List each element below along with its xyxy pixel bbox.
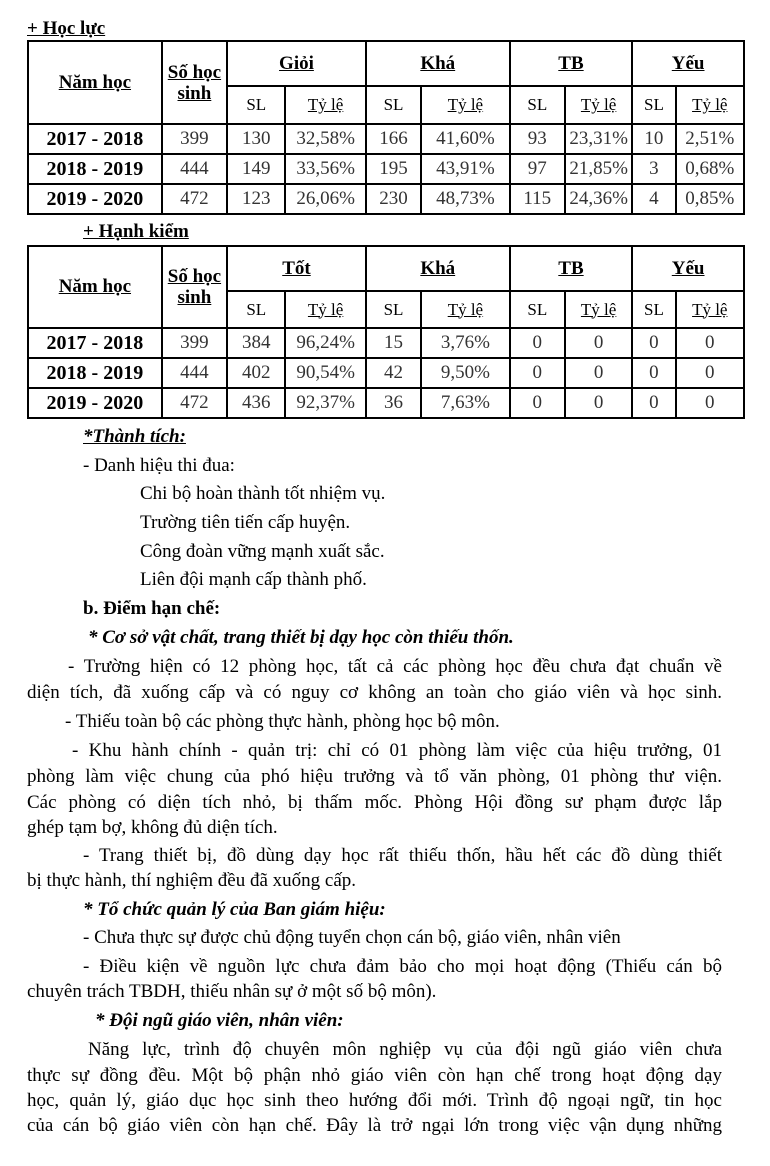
year-cell: 2017 - 2018 xyxy=(28,328,162,358)
table-row xyxy=(28,388,744,418)
value-cell: 0 xyxy=(632,388,675,418)
year-cell: 2019 - 2020 xyxy=(28,388,162,418)
text-line: thực sự đồng đều. Một bộ phận nhỏ giáo viên còn hạn chế trong hoạt động dạy xyxy=(27,1065,722,1086)
value-cell: 93 xyxy=(510,124,565,154)
value-cell: 444 xyxy=(162,154,227,184)
year-cell: 2019 - 2020 xyxy=(28,184,162,214)
table-row xyxy=(28,184,744,214)
value-cell: 4 xyxy=(632,184,675,214)
value-cell: 230 xyxy=(366,184,421,214)
header-rate: Tỷ lệ xyxy=(285,86,365,124)
text-line: của cán bộ giáo viên còn hạn chế. Đây là trở ngại lớn trong việc vận dụng những xyxy=(27,1115,722,1136)
text-line: ghép tạm bợ, không đủ diện tích. xyxy=(27,817,278,838)
value-cell: 32,58% xyxy=(285,124,365,154)
text-line: diện tích, đã xuống cấp và có nguy cơ không an toàn cho giáo viên và học sinh. xyxy=(27,682,722,703)
hoc-luc-table xyxy=(27,40,745,215)
text-line: *Thành tích: xyxy=(83,426,186,447)
text-line: Năng lực, trình độ chuyên môn nghiệp vụ của đội ngũ giáo viên chưa xyxy=(88,1039,722,1060)
value-cell: 472 xyxy=(162,388,227,418)
value-cell: 399 xyxy=(162,124,227,154)
value-cell: 3 xyxy=(632,154,675,184)
header-group: Giỏi xyxy=(227,41,366,86)
hoc-luc-heading: + Học lực xyxy=(27,18,106,39)
header-sl: SL xyxy=(632,291,675,328)
value-cell: 7,63% xyxy=(421,388,510,418)
year-cell: 2018 - 2019 xyxy=(28,358,162,388)
header-students: Số học sinh xyxy=(162,246,227,328)
value-cell: 0 xyxy=(565,388,632,418)
value-cell: 10 xyxy=(632,124,675,154)
header-sl: SL xyxy=(510,291,565,328)
table-row xyxy=(28,358,744,388)
table-row xyxy=(28,124,744,154)
value-cell: 0 xyxy=(565,358,632,388)
header-rate: Tỷ lệ xyxy=(676,86,744,124)
value-cell: 123 xyxy=(227,184,285,214)
value-cell: 0 xyxy=(510,388,565,418)
header-group: TB xyxy=(510,246,633,291)
value-cell: 41,60% xyxy=(421,124,510,154)
text-line: phòng làm việc chung của phó hiệu trưởng và tổ văn phòng, 01 phòng thư viện. xyxy=(27,766,722,787)
value-cell: 0 xyxy=(510,358,565,388)
value-cell: 90,54% xyxy=(285,358,365,388)
value-cell: 0,85% xyxy=(676,184,744,214)
header-rate: Tỷ lệ xyxy=(565,291,632,328)
header-sl: SL xyxy=(366,86,421,124)
value-cell: 24,36% xyxy=(565,184,632,214)
value-cell: 36 xyxy=(366,388,421,418)
hanh-kiem-table xyxy=(27,245,745,419)
text-line: học, quản lý, giáo dục học sinh theo hướng đổi mới. Trình độ ngoại ngữ, tin học xyxy=(27,1090,722,1111)
year-cell: 2018 - 2019 xyxy=(28,154,162,184)
header-rate: Tỷ lệ xyxy=(676,291,744,328)
value-cell: 130 xyxy=(227,124,285,154)
table-row xyxy=(28,328,744,358)
header-students: Số học sinh xyxy=(162,41,227,124)
table-row xyxy=(28,154,744,184)
value-cell: 384 xyxy=(227,328,285,358)
header-sl: SL xyxy=(227,86,285,124)
value-cell: 0 xyxy=(565,328,632,358)
header-sl: SL xyxy=(510,86,565,124)
header-sl: SL xyxy=(227,291,285,328)
hanh-kiem-heading: + Hạnh kiểm xyxy=(83,221,189,242)
value-cell: 43,91% xyxy=(421,154,510,184)
header-rate: Tỷ lệ xyxy=(421,291,510,328)
text-line: Chi bộ hoàn thành tốt nhiệm vụ. xyxy=(140,483,386,504)
value-cell: 0 xyxy=(510,328,565,358)
text-line: chuyên trách TBDH, thiếu nhân sự ở một số bộ môn). xyxy=(27,981,437,1002)
value-cell: 149 xyxy=(227,154,285,184)
value-cell: 92,37% xyxy=(285,388,365,418)
value-cell: 436 xyxy=(227,388,285,418)
text-line: Trường tiên tiến cấp huyện. xyxy=(140,512,351,533)
header-group: Yếu xyxy=(632,246,744,291)
header-group: Yếu xyxy=(632,41,744,86)
text-line: * Đội ngũ giáo viên, nhân viên: xyxy=(95,1010,344,1031)
text-line: b. Điểm hạn chế: xyxy=(83,598,221,619)
header-sl: SL xyxy=(366,291,421,328)
header-group: TB xyxy=(510,41,633,86)
value-cell: 444 xyxy=(162,358,227,388)
value-cell: 33,56% xyxy=(285,154,365,184)
value-cell: 2,51% xyxy=(676,124,744,154)
value-cell: 166 xyxy=(366,124,421,154)
text-line: Công đoàn vững mạnh xuất sắc. xyxy=(140,541,385,562)
value-cell: 97 xyxy=(510,154,565,184)
text-line: * Tổ chức quản lý của Ban giám hiệu: xyxy=(83,899,386,920)
header-rate: Tỷ lệ xyxy=(421,86,510,124)
header-rate: Tỷ lệ xyxy=(565,86,632,124)
header-group: Khá xyxy=(366,41,510,86)
value-cell: 48,73% xyxy=(421,184,510,214)
value-cell: 195 xyxy=(366,154,421,184)
value-cell: 42 xyxy=(366,358,421,388)
value-cell: 9,50% xyxy=(421,358,510,388)
header-year: Năm học xyxy=(28,246,162,328)
value-cell: 0,68% xyxy=(676,154,744,184)
value-cell: 402 xyxy=(227,358,285,388)
value-cell: 23,31% xyxy=(565,124,632,154)
text-line: - Khu hành chính - quản trị: chỉ có 01 phòng làm việc của hiệu trưởng, 01 xyxy=(72,740,722,761)
text-line: - Điều kiện về nguồn lực chưa đảm bảo cho mọi hoạt động (Thiếu cán bộ xyxy=(83,956,722,977)
header-year: Năm học xyxy=(28,41,162,124)
value-cell: 15 xyxy=(366,328,421,358)
text-line: - Danh hiệu thi đua: xyxy=(83,455,235,476)
value-cell: 3,76% xyxy=(421,328,510,358)
value-cell: 472 xyxy=(162,184,227,214)
value-cell: 0 xyxy=(632,358,675,388)
text-line: bị thực hành, thí nghiệm đều đã xuống cấp. xyxy=(27,870,357,891)
header-group: Khá xyxy=(366,246,510,291)
value-cell: 96,24% xyxy=(285,328,365,358)
header-group: Tốt xyxy=(227,246,366,291)
text-line: - Trường hiện có 12 phòng học, tất cả các phòng học đều chưa đạt chuẩn về xyxy=(68,656,722,677)
value-cell: 399 xyxy=(162,328,227,358)
header-rate: Tỷ lệ xyxy=(285,291,365,328)
text-line: * Cơ sở vật chất, trang thiết bị dạy học còn thiếu thốn. xyxy=(88,627,514,648)
year-cell: 2017 - 2018 xyxy=(28,124,162,154)
text-line: - Chưa thực sự được chủ động tuyển chọn cán bộ, giáo viên, nhân viên xyxy=(83,927,621,948)
value-cell: 0 xyxy=(632,328,675,358)
value-cell: 0 xyxy=(676,358,744,388)
text-line: Liên đội mạnh cấp thành phố. xyxy=(140,569,367,590)
value-cell: 0 xyxy=(676,388,744,418)
value-cell: 0 xyxy=(676,328,744,358)
text-line: - Thiếu toàn bộ các phòng thực hành, phòng học bộ môn. xyxy=(65,711,500,732)
value-cell: 115 xyxy=(510,184,565,214)
text-line: Các phòng có diện tích nhỏ, bị thấm mốc. Phòng Hội đồng sư phạm được lắp xyxy=(27,792,722,813)
text-line: - Trang thiết bị, đồ dùng dạy học rất thiếu thốn, hầu hết các đồ dùng thiết xyxy=(83,845,722,866)
value-cell: 21,85% xyxy=(565,154,632,184)
value-cell: 26,06% xyxy=(285,184,365,214)
header-sl: SL xyxy=(632,86,675,124)
